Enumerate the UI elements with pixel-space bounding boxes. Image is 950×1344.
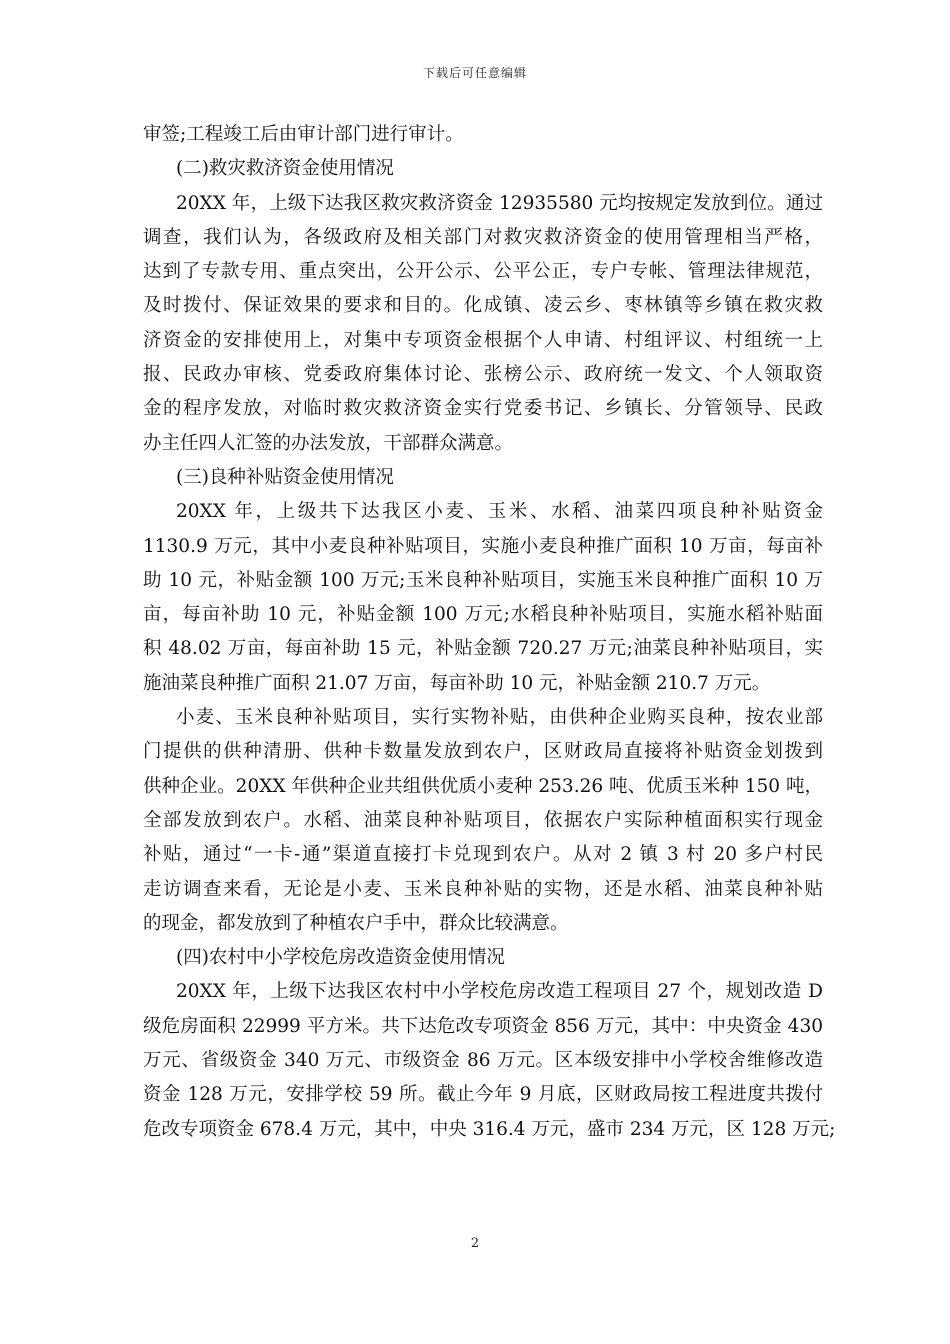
text-line: 供种企业。20XX 年供种企业共组供优质小麦种 253.26 吨、优质玉米种 150 吨， [143,775,823,797]
text-line: 金的程序发放，对临时救灾救济资金实行党委书记、乡镇长、分管领导、民政 [143,398,823,420]
section-heading: (四)农村中小学校危房改造资金使用情况 [176,947,505,969]
text-line: 济资金的安排使用上，对集中专项资金根据个人申请、村组评议、村组统一上 [143,329,823,351]
text-line: 万元、省级资金 340 万元、市级资金 86 万元。区本级安排中小学校舍维修改造 [143,1050,823,1072]
text-line: 调查，我们认为，各级政府及相关部门对救灾救济资金的使用管理相当严格， [143,226,823,248]
text-line: 门提供的供种清册、供种卡数量发放到农户，区财政局直接将补贴资金划拨到 [143,741,823,763]
text-line: 达到了专款专用、重点突出，公开公示、公平公正，专户专帐、管理法律规范， [143,261,823,283]
text-line: 小麦、玉米良种补贴项目，实行实物补贴，由供种企业购买良种，按农业部 [176,707,823,729]
text-line: 积 48.02 万亩，每亩补助 15 元，补贴金额 720.27 万元;油菜良种补贴项目，实 [143,638,823,660]
text-line: 报、民政办审核、党委政府集体讨论、张榜公示、政府统一发文、个人领取资 [143,364,823,386]
text-line: 走访调查来看，无论是小麦、玉米良种补贴的实物，还是水稻、油菜良种补贴 [143,878,823,900]
section-heading: (三)良种补贴资金使用情况 [176,466,394,488]
page-header: 下载后可任意编辑 [422,66,527,80]
text-line: 办主任四人汇签的办法发放，干部群众满意。 [143,432,514,454]
text-line: 亩，每亩补助 10 元，补贴金额 100 万元;水稻良种补贴项目，实施水稻补贴面 [143,604,823,626]
text-line: 助 10 元，补贴金额 100 万元;玉米良种补贴项目，实施玉米良种推广面积 10 万 [143,569,823,591]
text-line: 20XX 年，上级共下达我区小麦、玉米、水稻、油菜四项良种补贴资金 [176,501,823,523]
text-line: 审签;工程竣工后由审计部门进行审计。 [143,124,464,145]
text-line: 级危房面积 22999 平方米。共下达危改专项资金 856 万元，其中：中央资金 430 [143,1015,823,1037]
text-line: 1130.9 万元，其中小麦良种补贴项目，实施小麦良种推广面积 10 万亩，每亩补 [143,535,823,557]
page-number: 2 [470,1236,480,1251]
text-line: 及时拨付、保证效果的要求和目的。化成镇、凌云乡、枣林镇等乡镇在救灾救 [143,295,823,317]
text-line: 施油菜良种推广面积 21.07 万亩，每亩补助 10 元，补贴金额 210.7 万元。 [143,672,771,694]
text-line: 资金 128 万元，安排学校 59 所。截止今年 9 月底，区财政局按工程进度共拨付 [143,1084,823,1106]
document-body [143,118,836,1147]
section-heading: (二)救灾救济资金使用情况 [176,158,394,180]
text-line: 的现金，都发放到了种植农户手中，群众比较满意。 [143,912,569,934]
text-line: 补贴，通过“一卡-通”渠道直接打卡兑现到农户。从对 2 镇 3 村 20 多户村民 [143,844,823,866]
text-line: 危改专项资金 678.4 万元，其中，中央 316.4 万元，盛市 234 万元，区 128 万元; [143,1118,836,1140]
text-line: 全部发放到农户。水稻、油菜良种补贴项目，依据农户实际种植面积实行现金 [143,809,823,831]
text-line: 20XX 年，上级下达我区救灾救济资金 12935580 元均按规定发放到位。通过 [176,192,823,214]
text-line: 20XX 年，上级下达我区农村中小学校危房改造工程项目 27 个，规划改造 D [176,981,823,1003]
